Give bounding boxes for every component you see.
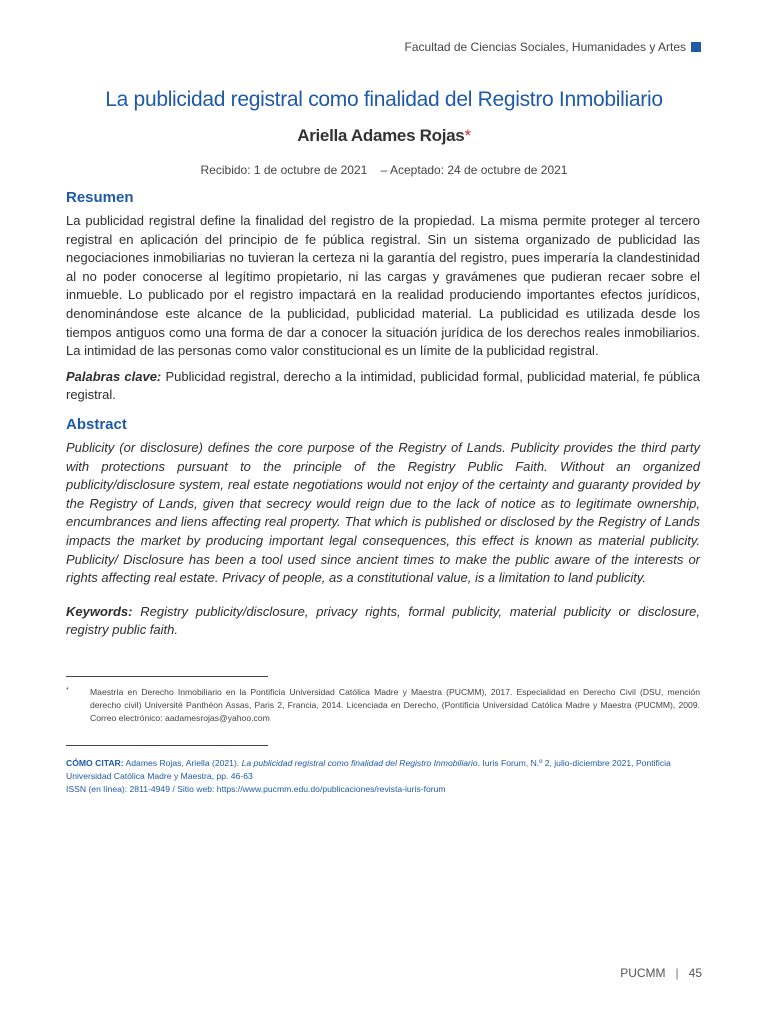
dates-line — [0, 163, 768, 177]
citation-label: CÓMO CITAR: — [66, 758, 124, 768]
abstract-keywords-label: Keywords: — [66, 603, 133, 619]
resumen-keywords — [66, 368, 700, 405]
abstract-section — [66, 416, 700, 640]
article-title: La publicidad registral como finalidad del Registro Inmobiliario — [105, 88, 663, 111]
author-footnote — [66, 686, 700, 725]
abstract-heading: Abstract — [66, 416, 127, 433]
citation-text — [66, 757, 706, 783]
footer-publisher: PUCMM — [620, 966, 666, 980]
author-line — [0, 126, 768, 146]
author-name: Ariella Adames Rojas — [297, 126, 465, 145]
resumen-body: La publicidad registral define la finalidad del registro de la propiedad. La misma permite proteger al tercero registral en aplicación del principio de fe pública registral. Sin un sistema organizado de publicidad las negociaciones inmobiliarias no tuvieran la certeza ni la garantía del registro, pues imperaría la clandestinidad al no poder conocerse al legítimo propietario, ni las cargas y gravámenes que pudieran recaer sobre el inmueble. Lo publicado por el registro impactará en la realidad produciendo importantes efectos jurídicos, denominándose este alcance de la publicidad, publicidad material. La publicidad es utilizada desde los tiempos antiguos como una forma de dar a conocer la situación jurídica de los derechos reales inmobiliarios. La intimidad de las personas como valor constitucional es un límite de la publicidad registral. — [66, 213, 700, 359]
citation-block — [66, 757, 706, 796]
citation-rest: . Iuris Forum, N.º 2, julio-diciembre 2021, Pontificia Universidad Católica Madre y Maestra, pp. 46-63 — [66, 758, 671, 781]
page-number: 45 — [688, 966, 702, 980]
citation-authors: Adames Rojas, Ariella (2021). — [125, 758, 240, 768]
citation-issn[interactable]: ISSN (en línea): 2811-4949 / Sitio web: https://www.pucmm.edu.do/publicaciones/revista-iuris-forum — [66, 784, 446, 794]
abstract-body: Publicity (or disclosure) defines the core purpose of the Registry of Lands. Publicity provides the third party with protections pursuant to the principle of the Registry Public Faith. Without an organized publicity/disclosure system, real estate negotiations would not enjoy of the certainty and guaranty provided by the Registry of Lands, given that secrecy would reign due to the lack of notice as to legitimate ownership, encumbrances and liens affecting real property. That which is published or disclosed by the Registry of Lands impacts the market by producing important legal consequences, this effect is known as material publicity. Publicity/ Disclosure has been a tool used since ancient times to make the public aware of the interests or rights affecting real estate. Privacy of people, as a constitutional value, is a limitation to land publicity. — [66, 440, 700, 586]
footnote-text: Maestría en Derecho Inmobiliario en la Pontificia Universidad Católica Madre y Maestra (PUCMM), 2017. Especialidad en Derecho Civil (DSU, mención derecho civil) Université Panthéon Assas, Paris 2, Francia, 2014. Licenciada en Derecho, (Pontificia Universidad Católica Madre y Maestra (PUCMM), 2009. Correo electrónico: aadamesrojas@yahoo.com — [90, 687, 700, 723]
resumen-keywords-label: Palabras clave: — [66, 368, 162, 384]
citation-rule — [66, 745, 268, 746]
header-square-icon — [691, 42, 701, 52]
resumen-section — [66, 189, 700, 405]
footnote-mark: * — [66, 687, 69, 694]
citation-title: La publicidad registral como finalidad del Registro Inmobiliario — [241, 758, 478, 768]
author-footnote-mark[interactable]: * — [464, 126, 471, 145]
page-footer — [620, 966, 702, 980]
running-header-text: Facultad de Ciencias Sociales, Humanidades y Artes — [404, 40, 686, 54]
footer-separator: | — [675, 966, 679, 980]
resumen-keywords-text: Publicidad registral, derecho a la intimidad, publicidad formal, publicidad material, fe pública registral. — [66, 368, 700, 403]
abstract-keywords-text: Registry publicity/disclosure, privacy rights, formal publicity, material publicity or disclosure, registry public faith. — [66, 603, 700, 638]
resumen-heading: Resumen — [66, 189, 134, 206]
abstract-keywords — [66, 603, 700, 640]
accepted-date: – Aceptado: 24 de octubre de 2021 — [380, 163, 568, 177]
running-header — [405, 40, 701, 54]
footnote-rule — [66, 676, 268, 677]
received-date: Recibido: 1 de octubre de 2021 — [200, 163, 368, 177]
